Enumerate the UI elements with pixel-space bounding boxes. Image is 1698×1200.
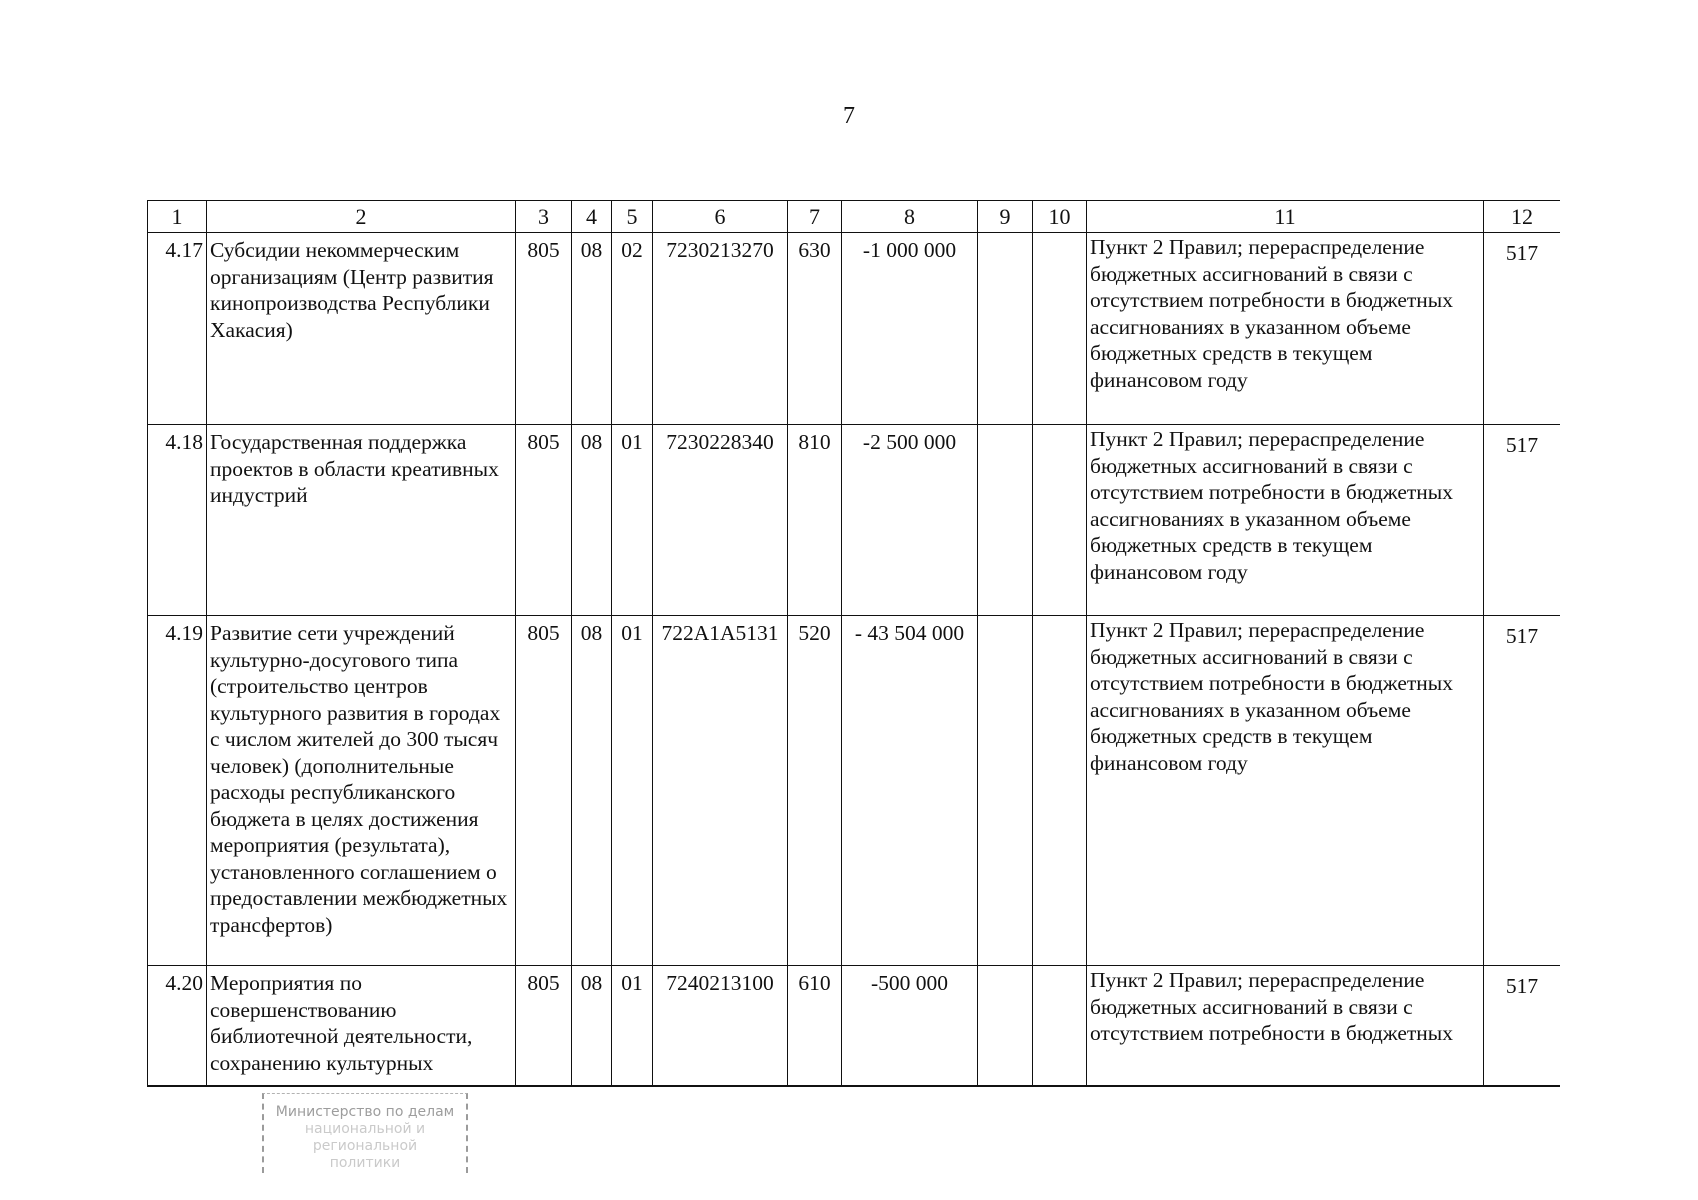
table-row [148, 233, 1561, 425]
column-12-code: 517 [1484, 233, 1561, 425]
ministry-code: 805 [516, 616, 572, 966]
expense-type-code: 810 [788, 425, 842, 616]
expense-name: Субсидии некоммерческим организациям (Центр развития кинопроизводства Республики Хакасия) [207, 233, 516, 425]
expense-name: Мероприятия по совершенствованию библиотечной деятельности, сохранению культурных [207, 966, 516, 1088]
table-row [148, 966, 1561, 1088]
column-10-cell [1033, 425, 1087, 616]
expense-name: Государственная поддержка проектов в области креативных индустрий [207, 425, 516, 616]
expense-type-code: 630 [788, 233, 842, 425]
column-10-cell [1033, 233, 1087, 425]
column-10-cell [1033, 966, 1087, 1088]
column-9-cell [978, 966, 1033, 1088]
subsection-code: 01 [612, 966, 653, 1088]
header-cell: 8 [842, 201, 978, 233]
ministry-code: 805 [516, 966, 572, 1088]
target-article-code: 722A1A5131 [653, 616, 788, 966]
header-cell: 7 [788, 201, 842, 233]
row-number: 4.18 [148, 425, 207, 616]
amount-change: - 43 504 000 [842, 616, 978, 966]
target-article-code: 7230228340 [653, 425, 788, 616]
amount-change: -500 000 [842, 966, 978, 1088]
header-cell: 6 [653, 201, 788, 233]
header-cell: 10 [1033, 201, 1087, 233]
table-row [148, 425, 1561, 616]
header-cell: 1 [148, 201, 207, 233]
row-number: 4.20 [148, 966, 207, 1088]
budget-table [147, 200, 1560, 1087]
table-row [148, 616, 1561, 966]
column-9-cell [978, 425, 1033, 616]
header-cell: 3 [516, 201, 572, 233]
header-cell: 4 [572, 201, 612, 233]
legal-basis: Пункт 2 Правил; перераспределение бюджетных ассигнований в связи с отсутствием потребности в бюджетных ассигнованиях в указанном объеме бюджетных средств в текущем финансовом году [1087, 616, 1484, 966]
subsection-code: 01 [612, 616, 653, 966]
registration-stamp [262, 1093, 468, 1173]
subsection-code: 02 [612, 233, 653, 425]
expense-type-code: 520 [788, 616, 842, 966]
amount-change: -1 000 000 [842, 233, 978, 425]
subsection-code: 01 [612, 425, 653, 616]
section-code: 08 [572, 425, 612, 616]
stamp-line: политики [329, 1155, 401, 1171]
header-cell: 11 [1087, 201, 1484, 233]
expense-name: Развитие сети учреждений культурно-досугового типа (строительство центров культурного развития в городах с числом жителей до 300 тысяч человек) (дополнительные расходы республиканского бюджета в целях достижения мероприятия (результата), установленного соглашением о предоставлении межбюджетных трансфертов) [207, 616, 516, 966]
section-code: 08 [572, 616, 612, 966]
budget-table-wrapper [147, 200, 1560, 1087]
legal-basis: Пункт 2 Правил; перераспределение бюджетных ассигнований в связи с отсутствием потребности в бюджетных [1087, 966, 1484, 1088]
target-article-code: 7230213270 [653, 233, 788, 425]
legal-basis: Пункт 2 Правил; перераспределение бюджетных ассигнований в связи с отсутствием потребности в бюджетных ассигнованиях в указанном объеме бюджетных средств в текущем финансовом году [1087, 233, 1484, 425]
ministry-code: 805 [516, 233, 572, 425]
table-header-row [148, 201, 1561, 233]
amount-change: -2 500 000 [842, 425, 978, 616]
column-12-code: 517 [1484, 966, 1561, 1088]
section-code: 08 [572, 966, 612, 1088]
section-code: 08 [572, 233, 612, 425]
header-cell: 5 [612, 201, 653, 233]
ministry-code: 805 [516, 425, 572, 616]
column-9-cell [978, 233, 1033, 425]
page-number: 7 [843, 103, 855, 129]
row-number: 4.19 [148, 616, 207, 966]
column-12-code: 517 [1484, 616, 1561, 966]
header-cell: 2 [207, 201, 516, 233]
stamp-line: Министерство по делам [275, 1104, 455, 1120]
row-number: 4.17 [148, 233, 207, 425]
column-10-cell [1033, 616, 1087, 966]
column-9-cell [978, 616, 1033, 966]
target-article-code: 7240213100 [653, 966, 788, 1088]
header-cell: 9 [978, 201, 1033, 233]
header-cell: 12 [1484, 201, 1561, 233]
column-12-code: 517 [1484, 425, 1561, 616]
expense-type-code: 610 [788, 966, 842, 1088]
legal-basis: Пункт 2 Правил; перераспределение бюджетных ассигнований в связи с отсутствием потребности в бюджетных ассигнованиях в указанном объеме бюджетных средств в текущем финансовом году [1087, 425, 1484, 616]
stamp-line: национальной и региональной [304, 1121, 426, 1154]
